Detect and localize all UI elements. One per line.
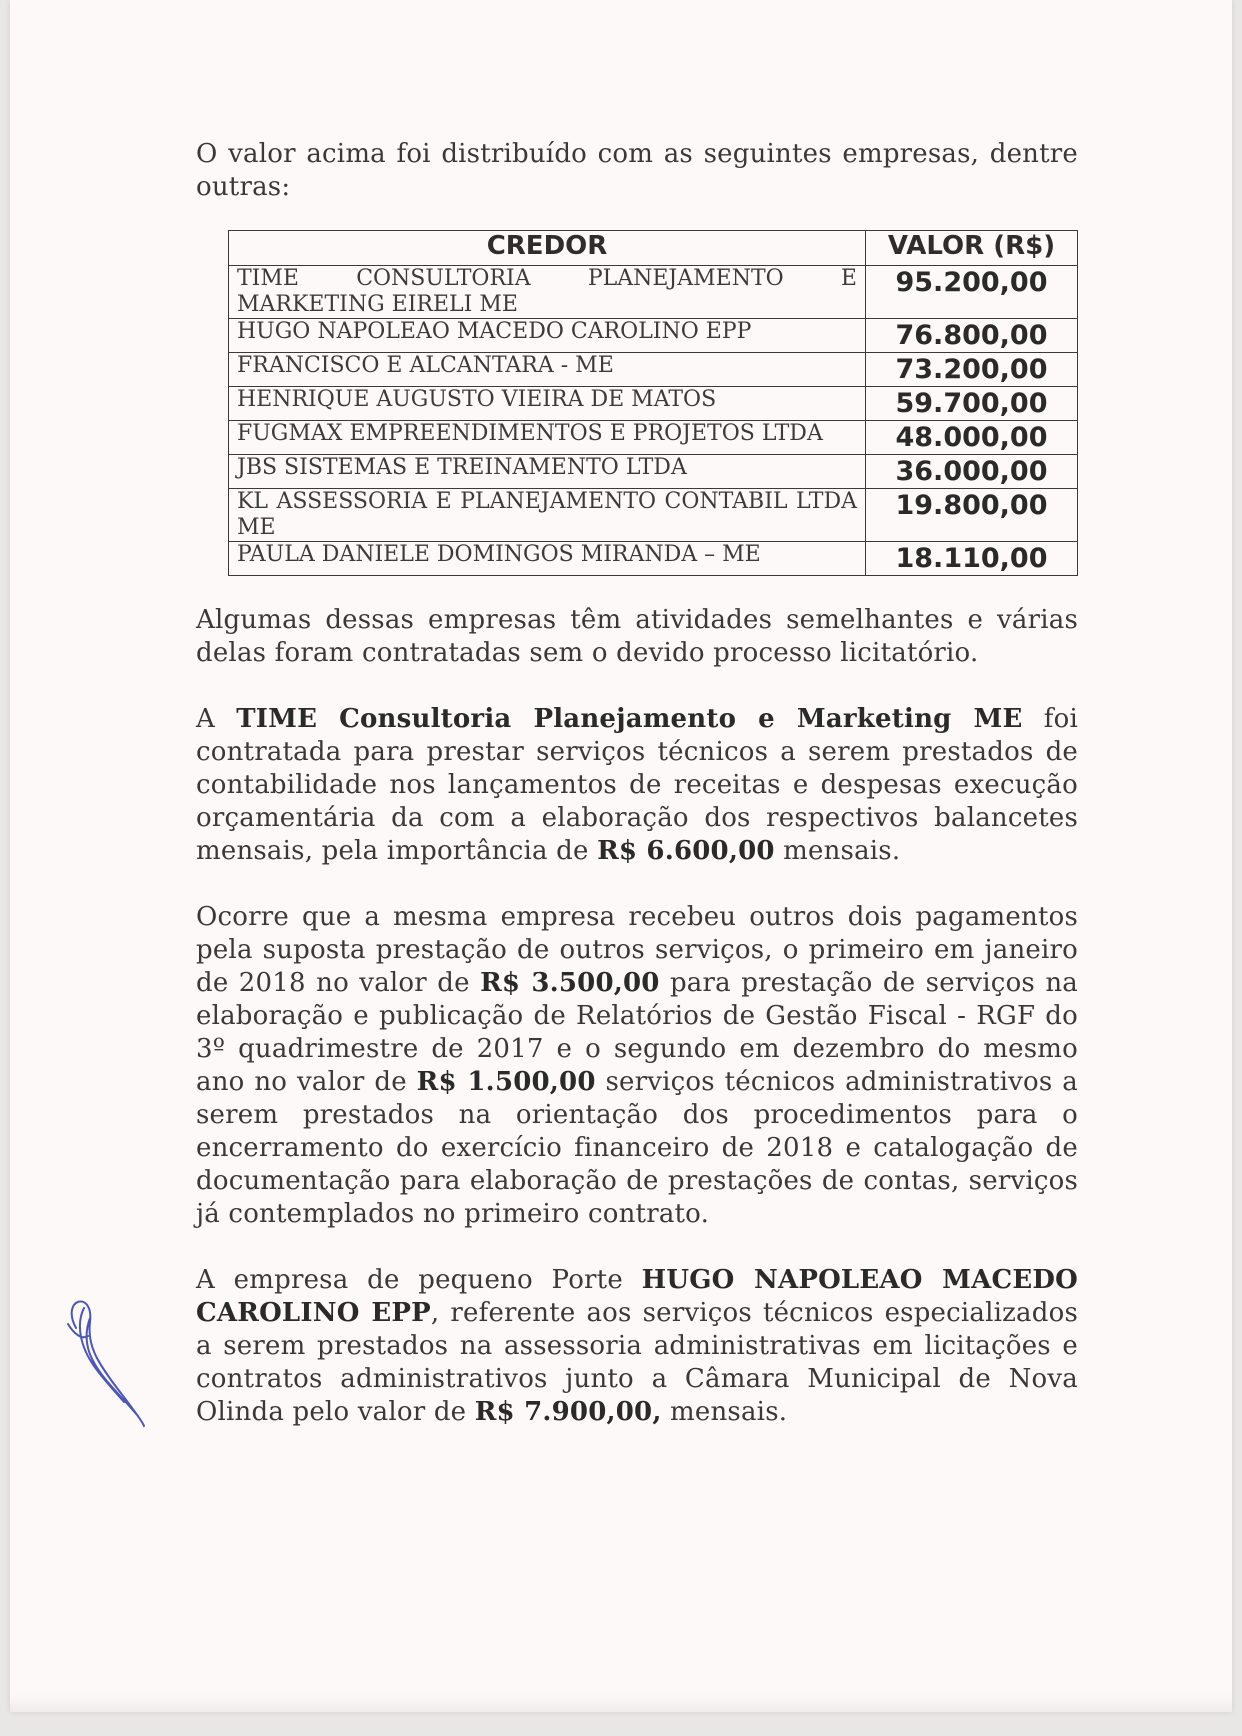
signature-stroke	[68, 1301, 144, 1426]
table-row	[229, 421, 1078, 455]
table-row	[229, 353, 1078, 387]
valor-cell: 36.000,00	[866, 455, 1078, 489]
valor-cell: 18.110,00	[866, 542, 1078, 576]
table-row	[229, 387, 1078, 421]
credor-cell: FRANCISCO E ALCANTARA - ME	[229, 353, 866, 387]
table-header-row	[229, 231, 1078, 266]
credor-cell: PAULA DANIELE DOMINGOS MIRANDA – ME	[229, 542, 866, 576]
text-run: , referente aos serviços técnicos especializados a serem prestados na assessoria administrativas em licitações e contratos administrativos junto a Câmara Municipal de Nova Olinda pelo valor de	[196, 1298, 1078, 1427]
credor-cell: TIME CONSULTORIA PLANEJAMENTO E MARKETING EIRELI ME	[229, 266, 866, 319]
bold-amount: R$ 1.500,00	[416, 1067, 596, 1097]
table-row	[229, 455, 1078, 489]
text-run: A	[196, 704, 237, 734]
valor-cell: 73.200,00	[866, 353, 1078, 387]
bold-amount: R$ 6.600,00	[597, 836, 775, 866]
valor-cell: 19.800,00	[866, 489, 1078, 542]
table-row	[229, 542, 1078, 576]
bold-company-name: TIME Consultoria Planejamento e Marketing ME	[236, 704, 1023, 734]
credor-cell: KL ASSESSORIA E PLANEJAMENTO CONTABIL LTDA ME	[229, 489, 866, 542]
valor-cell: 95.200,00	[866, 266, 1078, 319]
document-body	[196, 138, 1078, 1429]
bold-amount: R$ 7.900,00,	[474, 1397, 662, 1427]
intro-paragraph: O valor acima foi distribuído com as seguintes empresas, dentre outras:	[196, 139, 1078, 202]
text-run: A empresa de pequeno Porte	[196, 1265, 642, 1295]
header-valor: VALOR (R$)	[866, 231, 1078, 266]
valor-cell: 76.800,00	[866, 319, 1078, 353]
table-row	[229, 489, 1078, 542]
bold-company-name: HUGO NAPOLEAO MACEDO CAROLINO EPP	[196, 1265, 1078, 1328]
paragraph-similar-activities: Algumas dessas empresas têm atividades semelhantes e várias delas foram contratadas sem o devido processo licitatório.	[196, 605, 1078, 668]
table-row	[229, 319, 1078, 353]
creditors-table	[228, 230, 1078, 576]
header-credor: CREDOR	[229, 231, 866, 266]
valor-cell: 48.000,00	[866, 421, 1078, 455]
credor-cell: JBS SISTEMAS E TREINAMENTO LTDA	[229, 455, 866, 489]
text-run: Ocorre que a mesma empresa recebeu outros dois pagamentos pela suposta prestação de outros serviços, o primeiro em janeiro de 2018 no valor de	[196, 902, 1078, 998]
text-run: foi contratada para prestar serviços técnicos a serem prestados de contabilidade nos lançamentos de receitas e despesas execução orçamentária da com a elaboração dos respectivos balancetes mensais, pela importância de	[196, 704, 1078, 866]
document-page	[10, 0, 1232, 1712]
paragraph-hugo-napoleao	[196, 1264, 1078, 1429]
text-run: mensais.	[661, 1397, 788, 1427]
text-run: mensais.	[774, 836, 901, 866]
valor-cell: 59.700,00	[866, 387, 1078, 421]
bold-amount: R$ 3.500,00	[480, 968, 660, 998]
credor-cell: HENRIQUE AUGUSTO VIEIRA DE MATOS	[229, 387, 866, 421]
credor-cell: FUGMAX EMPREENDIMENTOS E PROJETOS LTDA	[229, 421, 866, 455]
text-run: para prestação de serviços na elaboração e publicação de Relatórios de Gestão Fiscal - RGF do 3º quadrimestre de 2017 e o segundo em dezembro do mesmo ano no valor de	[196, 968, 1078, 1097]
credor-cell: HUGO NAPOLEAO MACEDO CAROLINO EPP	[229, 319, 866, 353]
paragraph-additional-payments	[196, 901, 1078, 1231]
paragraph-time-consultoria	[196, 703, 1078, 868]
text-run: serviços técnicos administrativos a serem prestados na orientação dos procedimentos para o encerramento do exercício financeiro de 2018 e catalogação de documentação para elaboração de prestações de contas, serviços já contemplados no primeiro contrato.	[196, 1067, 1078, 1229]
table-row	[229, 266, 1078, 319]
handwritten-signature	[54, 1288, 150, 1430]
